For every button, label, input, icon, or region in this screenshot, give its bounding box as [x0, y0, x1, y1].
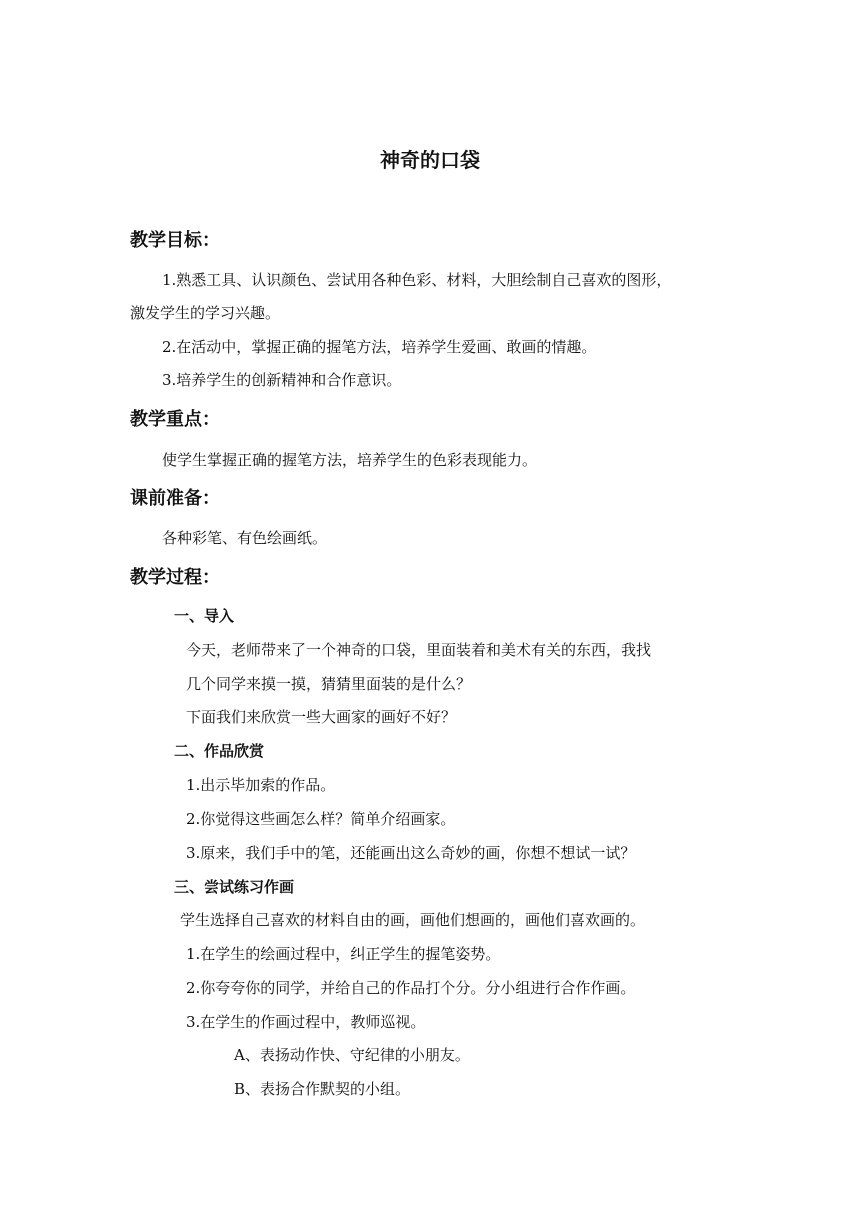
step-3-sub-item-b: B、表扬合作默契的小组。: [234, 1080, 411, 1098]
step-3-line-2: 1.在学生的绘画过程中，纠正学生的握笔姿势。: [186, 945, 501, 963]
objectives-heading: 教学目标：: [130, 230, 220, 251]
step-3-sub-item-a: A、表扬动作快、守纪律的小朋友。: [234, 1046, 470, 1064]
step-3-line-3: 2.你夸夸你的同学，并给自己的作品打个分。分小组进行合作作画。: [186, 979, 636, 997]
step-1-line-3: 下面我们来欣赏一些大画家的画好不好？: [186, 708, 457, 726]
document-title: 神奇的口袋: [380, 148, 480, 172]
step-2-title: 二、作品欣赏: [174, 742, 265, 760]
objective-line-3: 3.培养学生的创新精神和合作意识。: [162, 371, 402, 389]
objective-line-2: 2.在活动中，掌握正确的握笔方法，培养学生爱画、敢画的情趣。: [162, 338, 597, 356]
step-2-line-1: 1.出示毕加索的作品。: [186, 776, 336, 794]
key-point-line: 使学生掌握正确的握笔方法，培养学生的色彩表现能力。: [162, 451, 538, 469]
preparation-line: 各种彩笔、有色绘画纸。: [162, 529, 328, 547]
objective-line-1-cont: 激发学生的学习兴趣。: [130, 304, 281, 322]
step-2-line-2: 2.你觉得这些画怎么样？简单介绍画家。: [186, 810, 456, 828]
step-1-title: 一、导入: [174, 607, 235, 625]
step-2-line-3: 3.原来，我们手中的笔，还能画出这么奇妙的画，你想不想试一试？: [186, 844, 636, 862]
process-heading: 教学过程：: [130, 567, 220, 588]
key-points-heading: 教学重点：: [130, 409, 220, 430]
step-3-line-1: 学生选择自己喜欢的材料自由的画，画他们想画的，画他们喜欢画的。: [180, 911, 646, 929]
step-3-title: 三、尝试练习作画: [174, 878, 295, 896]
preparation-heading: 课前准备：: [130, 488, 220, 509]
step-1-line-2: 几个同学来摸一摸，猜猜里面装的是什么？: [186, 675, 472, 693]
step-1-line-1: 今天，老师带来了一个神奇的口袋，里面装着和美术有关的东西，我找: [186, 641, 652, 659]
objective-line-1: 1.熟悉工具、认识颜色、尝试用各种色彩、材料，大胆绘制自己喜欢的图形，: [162, 271, 672, 289]
step-3-line-4: 3.在学生的作画过程中，教师巡视。: [186, 1013, 426, 1031]
